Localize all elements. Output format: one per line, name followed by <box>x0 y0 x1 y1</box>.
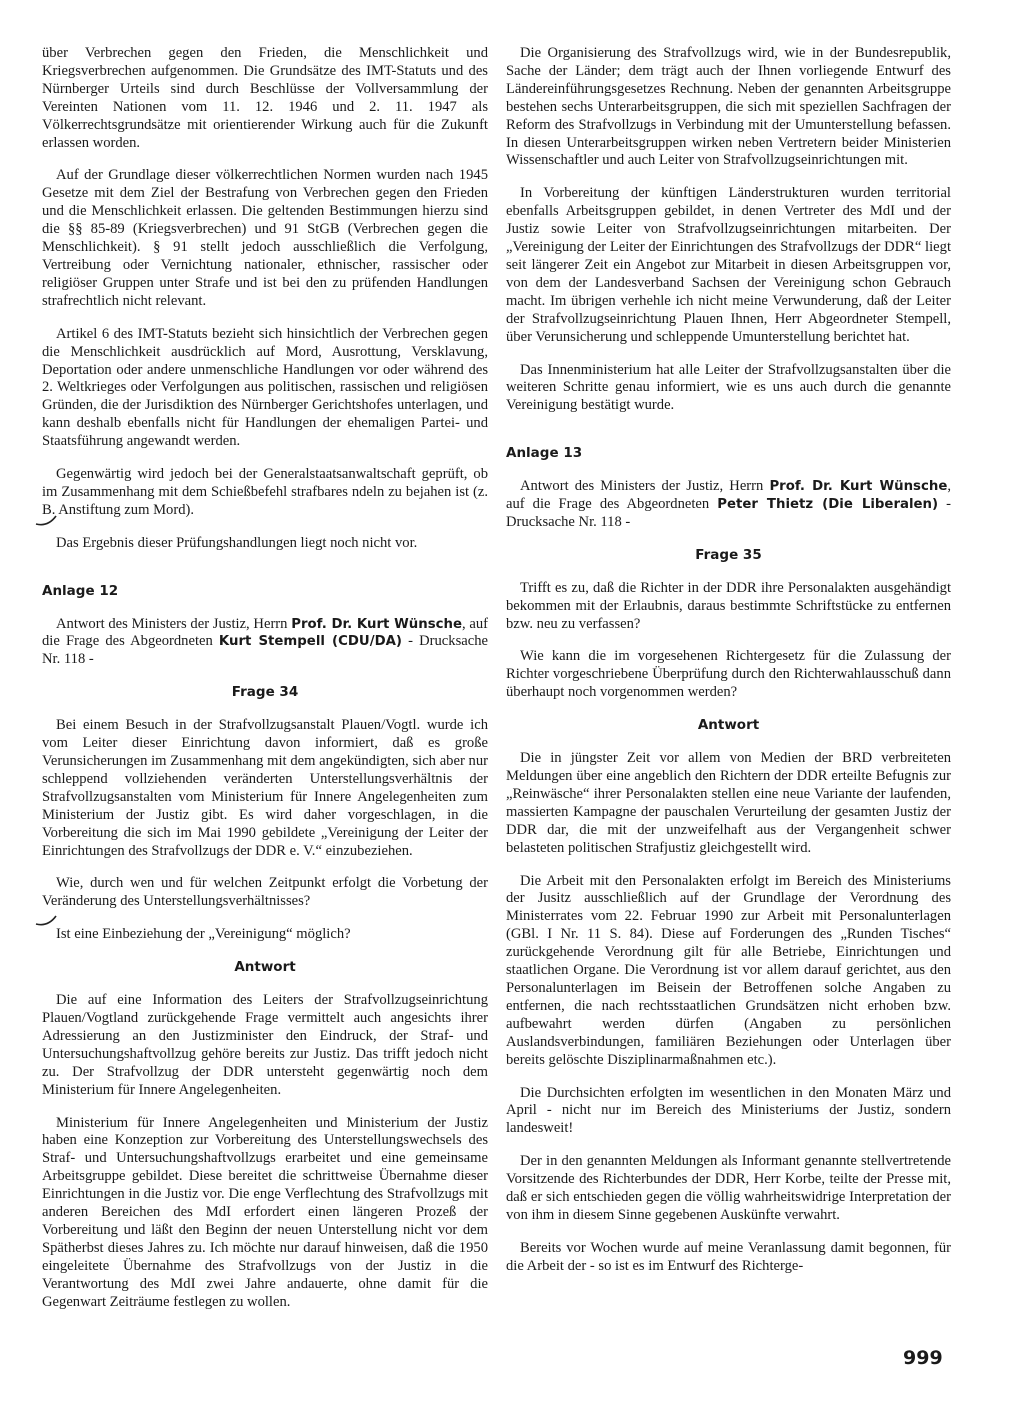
intro-text: - Drucksache Nr. 118 - <box>506 496 952 530</box>
question-text: Ist eine Einbeziehung der „Vereinigung“ möglich? <box>56 926 351 943</box>
right-column <box>506 45 951 1291</box>
answer-text: Der in den genannten Meldungen als Informant genannte stellvertretende Vorsitzende des Richterbundes der DDR, Herr Korbe, teilte der Presse mit, daß er sich entschieden gegen die völlig wahrheitswidrige Interpretation der von ihm in diesem Sinne gegebenen Auskünfte verwahrt. <box>506 1153 951 1223</box>
question-heading: Frage 35 <box>695 546 762 563</box>
intro-text: - Drucksache Nr. 118 - <box>42 633 488 668</box>
question-text: Wie, durch wen und für welchen Zeitpunkt erfolgt die Vorbetung der Veränderung des Unterstellungsverhältnisses? <box>42 875 488 910</box>
deputy-name: Kurt Stempell (CDU/DA) <box>218 634 402 650</box>
question-text: Bei einem Besuch in der Strafvollzugsanstalt Plauen/Vogtl. wurde ich vom Leiter dieser Einrichtung davon informiert, daß es große Verunsicherungen im Zusammenhang mit dem angekündigten, sich aber nur schleppend vollziehenden veränderten Unterstellungsverhältnis der Strafvollzugsanstalten vom Ministerium für Innere Angelegenheiten zum Ministerium der Justiz gibt. Es wird daher vorgeschlagen, in die Vorbereitung die sich im Mai 1990 gebildete „Vereinigung der Leiter der Einrichtungen des Strafvollzugs der DDR e. V.“ einzubeziehen. <box>42 717 488 859</box>
paragraph: Das Ergebnis dieser Prüfungshandlungen liegt noch nicht vor. <box>56 534 418 551</box>
section-heading-anlage-13: Anlage 13 <box>506 445 583 462</box>
answer-text: Die in jüngster Zeit vor allem von Medien der BRD verbreiteten Meldungen über eine angeblich den Richtern der DDR erteilte Befugnis zur „Reinwäsche“ ihrer Personalakten stellen eine neue Variante der laufenden, massierten Kampagne der pauschalen Verurteilung der gesamten Justiz der DDR dar, die mit der unzweifelhaft aus der Vergangenheit schwer belasteten politischen Strafjustiz gleichgestellt wird. <box>506 750 951 856</box>
page-number: 999 <box>903 1347 943 1369</box>
question-heading: Frage 34 <box>231 684 299 701</box>
minister-name: Prof. Dr. Kurt Wünsche <box>291 616 462 632</box>
paragraph: Artikel 6 des IMT-Statuts bezieht sich hinsichtlich der Verbrechen gegen die Menschlichkeit ausdrücklich auf Mord, Ausrottung, Versklavung, Deportation oder andere unmenschliche Handlungen vor oder während des 2. Weltkrieges oder Verfolgungen aus politischen, rassischen und religiösen Gründen, die der Jurisdiktion des Nürnberger Gerichtshofes unterlagen, und kann deshalb ebenfalls nicht für Handlungen der ehemaligen Partei- und Staatsführung angewandt werden. <box>42 325 488 450</box>
paragraph: Die Organisierung des Strafvollzugs wird, wie in der Bundesrepublik, Sache der Länder; dem trägt auch der Ihnen vorliegende Entwurf des Ländereinführungsgesetzes Rechnung. Neben der genannten Arbeitsgruppe bestehen sechs Unterarbeitsgruppen, die sich mit speziellen Sachfragen der Reform des Strafvollzugs in Verbindung mit der Umunterstellung befassen. In diesen Unterarbeitsgruppen wirken neben Vertretern beider Ministerien Wissenschaftler und auch Leiter von Strafvollzugseinrichtungen mit. <box>506 45 951 169</box>
answer-text: Ministerium für Innere Angelegenheiten und Ministerium der Justiz haben eine Konzeption zur Vorbereitung des Unterstellungswechsels des Straf- und Untersuchungshaftvollzugs erarbeitet und eine gemeinsame Arbeitsgruppe gebildet. Diese bereitet die schrittweise Übernahme dieser Einrichtungen in die Justiz vor. Die enge Verflechtung des Strafvollzugs mit anderen Bereichen des MdI erfordert einen längeren Prozeß der Vorbereitung und läßt den Beginn der neuen Unterstellung nicht vor dem Spätherbst dieses Jahres zu. Ich möchte nur darauf hinweisen, daß die 1950 eingeleitete Übernahme des Strafvollzugs von der Justiz in die Verantwortung des MdI zwei Jahre andauerte, ohne damit für die Gegenwart Zeiträume festlegen zu wollen. <box>42 1114 488 1310</box>
answer-text: Die auf eine Information des Leiters der Strafvollzugseinrichtung Plauen/Vogtland zurückgehende Frage vermittelt auch angesichts ihrer Adressierung an den Justizminister den Eindruck, der Straf- und Untersuchungshaftvollzug gehöre bereits zur Justiz. Das trifft jedoch nicht zu. Der Strafvollzug der DDR untersteht gegenwärtig noch dem Ministerium für Innere Angelegenheiten. <box>42 992 488 1098</box>
intro-text: Antwort des Ministers der Justiz, Herrn <box>520 478 770 495</box>
deputy-name: Peter Thietz (Die Liberalen) <box>717 497 939 513</box>
answer-intro <box>42 616 488 670</box>
minister-name: Prof. Dr. Kurt Wünsche <box>769 479 948 495</box>
paragraph: Auf der Grundlage dieser völkerrechtlichen Normen wurden nach 1945 Gesetze mit dem Ziel der Bestrafung von Verbrechen gegen den Frieden und die Menschlichkeit erlassen. Die geltenden Bestimmungen hierzu sind die §§ 85-89 (Kriegsverbrechen) und 91 StGB (Verbrechen gegen die Menschlichkeit). § 91 stellt jedoch ausschließlich die Verfolgung, Vertreibung oder Vernichtung nationaler, ethnischer, rassischer oder religiöser Gruppen unter Strafe und ist bei den zu prüfenden Handlungen strafrechtlich nicht relevant. <box>42 167 488 309</box>
paragraph: Das Innenministerium hat alle Leiter der Strafvollzugsanstalten über die weiteren Schritte genau informiert, wie es uns auch durch die genannte Vereinigung bestätigt wurde. <box>506 361 951 414</box>
left-column <box>42 45 488 1326</box>
answer-heading: Antwort <box>234 959 296 976</box>
section-heading-anlage-12: Anlage 12 <box>42 582 119 599</box>
paragraph: über Verbrechen gegen den Frieden, die Menschlichkeit und Kriegsverbrechen aufgenommen. Die Grundsätze des IMT-Statuts und des Nürnberger Urteils sind durch Beschlüsse der Vollversammlung der Vereinten Nationen vom 11. 12. 1946 und 2. 11. 1947 als Völkerrechtsgrundsätze mit orientierender Wirkung auch für die Zukunft erlassen worden. <box>42 45 488 151</box>
intro-text: Antwort des Ministers der Justiz, Herrn <box>56 615 292 632</box>
answer-text: Bereits vor Wochen wurde auf meine Veranlassung damit begonnen, für die Arbeit der - so ist es im Entwurf des Richterge- <box>506 1239 951 1274</box>
answer-text: Die Durchsichten erfolgten im wesentlichen in den Monaten März und April - nicht nur im Bereich des Ministeriums der Justiz, sondern landesweit! <box>506 1084 951 1137</box>
answer-intro <box>506 478 951 532</box>
question-text: Trifft es zu, daß die Richter in der DDR ihre Personalakten ausgehändigt bekommen mit der Erlaubnis, daraus bestimmte Schriftstücke zu entfernen bzw. neu zu verfassen? <box>506 579 951 632</box>
answer-text: Die Arbeit mit den Personalakten erfolgt im Bereich des Ministeriums der Jusitz ausschließlich auf der Grundlage der Verordnung des Ministerrates vom 22. Februar 1990 zur Arbeit mit Personalunterlagen (GBl. I Nr. 11 S. 84). Diese auf Forderungen des „Runden Tisches“ zurückgehende Verordnung gilt für alle Betriebe, Einrichtungen und staatlichen Organe. Die Verordnung ist vor allem darauf gerichtet, aus den Personalunterlagen im Beisein der Betroffenen solche Angaben zu entfernen, die nach rechtsstaatlichen Grundsätzen nicht erhoben bzw. aufbewahrt werden dürfen (Angaben zu persönlichen Auslandsverbindungen, familiären Beziehungen oder Unterlagen über bereits gelöschte Disziplinarmaßnahmen etc.). <box>506 872 951 1068</box>
answer-heading: Antwort <box>697 717 760 734</box>
paragraph: Gegenwärtig wird jedoch bei der Generalstaatsanwaltschaft geprüft, ob im Zusammenhang mit dem Schießbefehl strafbares ndeln zu bejahen ist (z. B. Anstiftung zum Mord). <box>42 466 488 518</box>
intro-text: , auf die Frage des Abgeordneten <box>506 478 951 513</box>
page-fold-mark <box>30 500 60 530</box>
question-text: Wie kann die im vorgesehenen Richtergesetz für die Zulassung der Richter vorgeschriebene Überprüfung durch den Richterwahlausschuß dann überhaupt noch vorgenommen werden? <box>506 648 951 701</box>
paragraph: In Vorbereitung der künftigen Länderstrukturen wurden territorial ebenfalls Arbeitsgruppen gebildet, in denen Vertreter des MdI und der Justiz sowie Leiter von Strafvollzugseinrichtungen mitarbeiten. Der „Vereinigung der Leiter der Einrichtungen des Strafvollzugs der DDR“ liegt seit längerer Zeit ein Angebot zur Mitarbeit in diesen Arbeitsgruppen vor, von dem der Landesverband Sachsen der Vereinigung schon Gebrauch macht. Im übrigen verhehle ich nicht meine Verwunderung, daß der Leiter der Strafvollzugseinrichtung Plauen Ihnen, Herr Abgeordneter Stempell, über Verunsicherung und schleppende Umunterstellung berichtet hat. <box>506 185 951 345</box>
page-fold-mark <box>30 900 60 930</box>
intro-text: , auf die Frage des Abgeordneten <box>42 615 489 650</box>
